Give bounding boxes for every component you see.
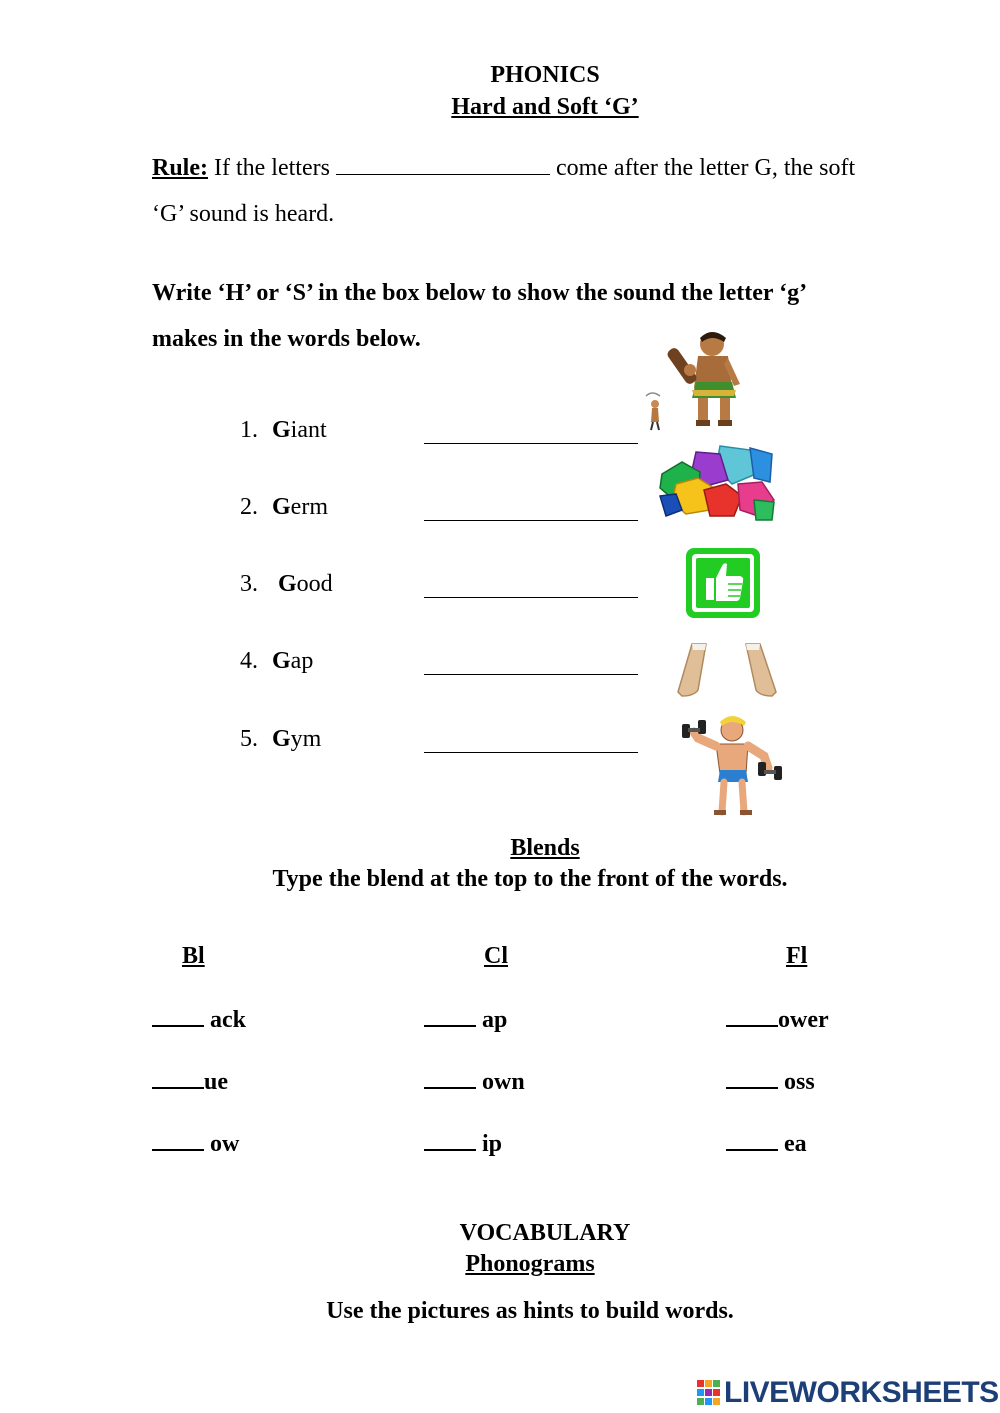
- blend-item: ow: [152, 1129, 239, 1158]
- word-number: 2.: [240, 494, 258, 520]
- instruction-line2: makes in the words below.: [152, 326, 421, 352]
- rule-paragraph: [152, 145, 952, 191]
- rule-text-after: come after the letter G, the soft: [555, 155, 856, 181]
- word-rest: ym: [290, 726, 322, 752]
- blend-item: ip: [424, 1129, 502, 1158]
- answer-line-5[interactable]: [424, 752, 638, 753]
- word-row-2: [240, 494, 328, 521]
- blend-blank[interactable]: [726, 1129, 778, 1151]
- answer-line-1[interactable]: [424, 443, 638, 444]
- word-number: 3.: [240, 571, 258, 597]
- word-rest: ood: [296, 571, 333, 597]
- word-number: 4.: [240, 648, 258, 674]
- vocabulary-title: VOCABULARY: [459, 1220, 631, 1246]
- rule-blank[interactable]: [336, 154, 550, 175]
- answer-line-3[interactable]: [424, 597, 638, 598]
- word-row-1: [240, 417, 327, 444]
- blend-blank[interactable]: [152, 1067, 204, 1089]
- gems-icon: [658, 444, 776, 524]
- word-row-5: [240, 726, 321, 753]
- blend-head-bl: Bl: [182, 943, 205, 969]
- blends-title: Blends: [510, 835, 580, 861]
- gym-man-icon: [676, 708, 788, 820]
- page-subtitle: Hard and Soft ‘G’: [451, 94, 639, 120]
- liveworksheets-logo[interactable]: LIVEWORKSHEETS: [724, 1376, 999, 1409]
- blend-blank[interactable]: [424, 1129, 476, 1151]
- answer-line-4[interactable]: [424, 674, 638, 675]
- word-row-4: [240, 648, 313, 675]
- rule-line2: ‘G’ sound is heard.: [152, 201, 335, 227]
- blends-instruction: Type the blend at the top to the front of the words.: [272, 866, 788, 892]
- gap-hands-icon: [672, 638, 782, 698]
- instruction-line1: Write ‘H’ or ‘S’ in the box below to show the sound the letter ‘g’: [152, 280, 808, 306]
- word-rest: erm: [290, 494, 328, 520]
- blend-blank[interactable]: [726, 1005, 778, 1027]
- page-title: PHONICS: [490, 62, 600, 88]
- word-initial: G: [272, 648, 291, 674]
- thumbs-up-icon: [684, 546, 762, 620]
- blend-blank[interactable]: [424, 1005, 476, 1027]
- rule-label: Rule:: [152, 155, 208, 181]
- word-initial: G: [272, 494, 291, 520]
- blend-item: ower: [726, 1005, 829, 1034]
- blend-head-fl: Fl: [786, 943, 808, 969]
- blend-blank[interactable]: [152, 1129, 204, 1151]
- word-rest: ap: [290, 648, 314, 674]
- blend-item: ea: [726, 1129, 807, 1158]
- word-rest: iant: [290, 417, 327, 443]
- vocabulary-instruction: Use the pictures as hints to build words.: [326, 1298, 734, 1324]
- word-number: 5.: [240, 726, 258, 752]
- word-initial: G: [278, 571, 297, 597]
- blend-item: ap: [424, 1005, 507, 1034]
- blend-blank[interactable]: [424, 1067, 476, 1089]
- giant-icon: [640, 326, 750, 434]
- word-number: 1.: [240, 417, 258, 443]
- blend-blank[interactable]: [152, 1005, 204, 1027]
- word-initial: G: [272, 417, 291, 443]
- blend-item: oss: [726, 1067, 815, 1096]
- word-row-3: [240, 571, 333, 598]
- liveworksheets-logo-icon: [697, 1380, 721, 1406]
- blend-item: own: [424, 1067, 525, 1096]
- blend-item: ack: [152, 1005, 246, 1034]
- rule-text-before: If the letters: [214, 155, 330, 181]
- blend-head-cl: Cl: [484, 943, 508, 969]
- blend-item: ue: [152, 1067, 228, 1096]
- word-initial: G: [272, 726, 291, 752]
- vocabulary-subtitle: Phonograms: [465, 1251, 595, 1277]
- answer-line-2[interactable]: [424, 520, 638, 521]
- blend-blank[interactable]: [726, 1067, 778, 1089]
